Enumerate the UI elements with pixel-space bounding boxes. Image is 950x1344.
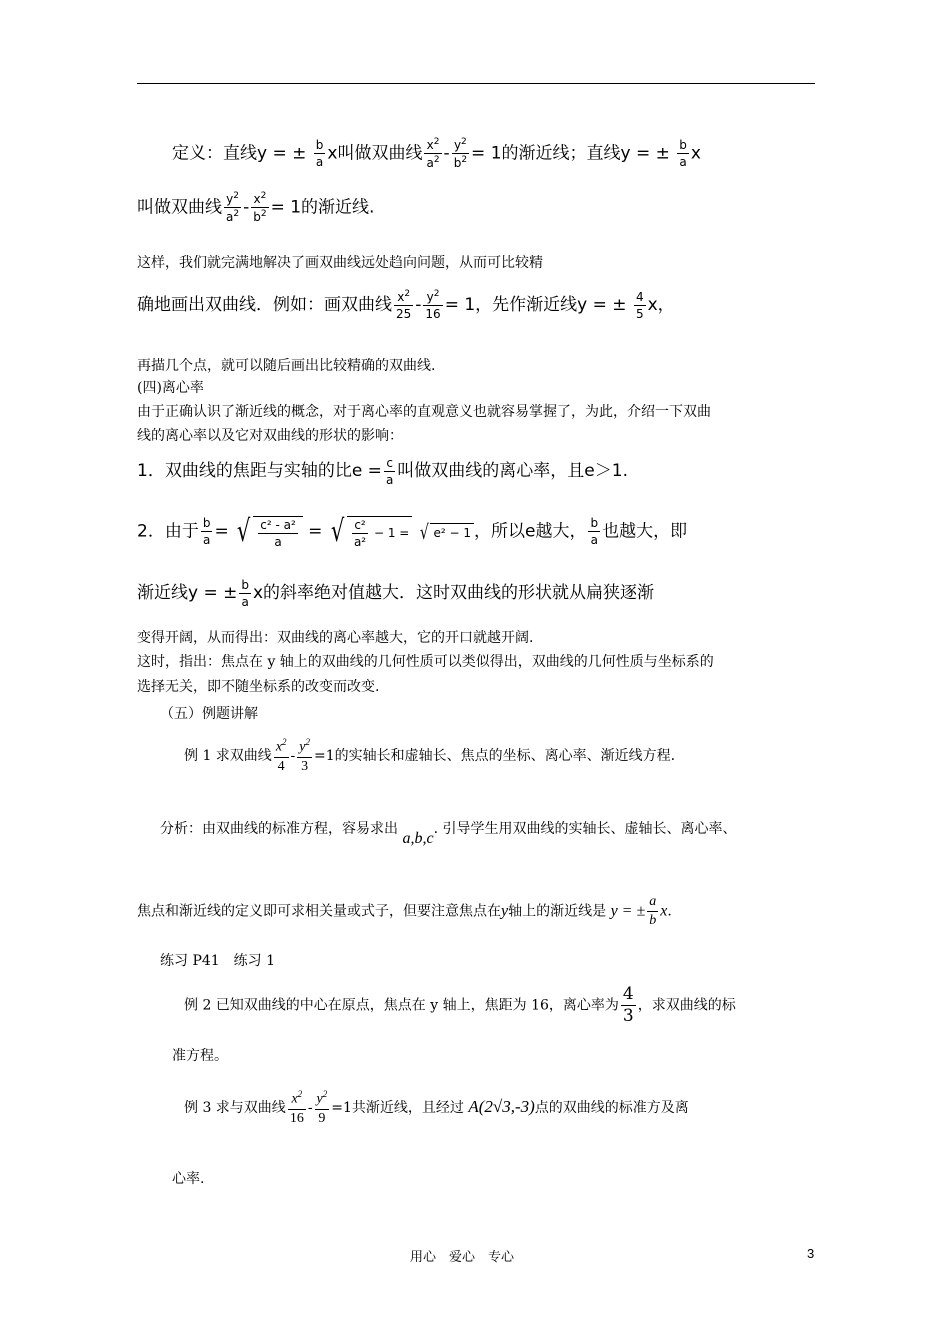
equals: = xyxy=(308,521,323,542)
example-3 xyxy=(184,1090,689,1126)
text: 也越大，即 xyxy=(602,521,688,542)
text: 渐近线y = ± xyxy=(137,583,238,603)
example-3-continued: 心率. xyxy=(172,1171,205,1187)
numerator: c xyxy=(384,457,395,472)
fraction-a-over-b xyxy=(647,895,658,928)
variable-y: y xyxy=(501,902,509,920)
text: 例 3 求与双曲线 xyxy=(184,1099,286,1116)
fraction-b-over-a-2 xyxy=(677,139,689,168)
numerator: b xyxy=(590,516,599,530)
definition-line-1 xyxy=(172,138,701,169)
denominator: 16 xyxy=(425,307,441,321)
denominator: a xyxy=(590,533,598,547)
denominator: 25 xyxy=(396,307,412,321)
minus: - xyxy=(415,295,422,315)
denominator: a xyxy=(679,155,687,169)
text: 共渐近线，且经过 xyxy=(351,1099,464,1116)
text: 叫做双曲线的离心率，且e＞1. xyxy=(397,461,628,481)
minus: - xyxy=(243,197,250,218)
equals-one: =1 xyxy=(331,1099,352,1116)
fraction xyxy=(352,519,368,548)
denominator: 3 xyxy=(301,758,309,774)
equation-lhs: y = ± xyxy=(610,902,646,920)
numerator: a xyxy=(647,895,658,912)
denominator: 5 xyxy=(635,306,644,321)
numerator: c² - a² xyxy=(260,517,296,532)
numerator: y xyxy=(426,290,434,304)
minus: - xyxy=(290,747,296,764)
text: 轴上的渐近线是 xyxy=(508,903,607,920)
text: 1．双曲线的焦距与实轴的比e = xyxy=(137,461,382,481)
numerator: b xyxy=(315,138,324,152)
example-1 xyxy=(184,738,675,774)
header-rule xyxy=(137,83,815,84)
numerator: x xyxy=(397,290,405,304)
denominator: a xyxy=(274,534,282,549)
radicand: e² − 1 xyxy=(430,523,474,540)
sqrt-expression-3: √ e² − 1 xyxy=(418,520,474,544)
text: ，求双曲线的标 xyxy=(637,997,736,1014)
text: = 1，先作渐近线y = ± xyxy=(444,295,627,315)
example-2-continued: 准方程。 xyxy=(172,1048,228,1064)
denominator: a xyxy=(226,210,234,224)
footer-motto: 用心 爱心 专心 xyxy=(410,1250,515,1265)
page-number: 3 xyxy=(807,1246,815,1261)
text: = 1的渐近线；直线y = ± xyxy=(471,143,670,164)
analysis-line-2 xyxy=(137,895,672,928)
text: . xyxy=(667,903,672,920)
text: 分析：由双曲线的标准方程，容易求出 xyxy=(160,821,398,837)
example-2 xyxy=(184,986,736,1025)
denominator: a² xyxy=(353,534,367,549)
paragraph: 选择无关，即不随坐标系的改变而改变. xyxy=(137,679,380,695)
fraction-x2-4: $\frac{x^2}{4}$ xyxy=(275,737,287,774)
text: 定义：直线y = ± xyxy=(172,143,307,164)
sqrt-expression-2: √ $\frac{\text{c²}}{\text{a²}}$ − 1 = xyxy=(328,514,413,549)
point-a: A(2√3,-3) xyxy=(468,1096,535,1116)
text: 点的双曲线的标准方及离 xyxy=(534,1099,689,1116)
text: x叫做双曲线 xyxy=(327,143,423,164)
text: x， xyxy=(647,295,675,315)
numerator: x xyxy=(426,138,434,152)
denominator: b xyxy=(253,210,261,224)
denominator: 16 xyxy=(289,1110,304,1126)
equals-one: =1 xyxy=(313,747,335,764)
paragraph: 由于正确认识了渐近线的概念，对于离心率的直观意义也就容易掌握了，为此，介绍一下双曲 xyxy=(137,404,711,420)
fraction-4-3 xyxy=(621,986,636,1025)
numerator: b xyxy=(241,577,249,592)
fraction-x2-a2: $\frac{x^2}{a^2}$ xyxy=(426,137,440,170)
numerator: y xyxy=(453,138,462,152)
paragraph: 线的离心率以及它对双曲线的形状的影响： xyxy=(137,428,403,444)
numerator: x xyxy=(253,192,261,206)
text: x的斜率绝对值越大．这时双曲线的形状就从扁狭逐渐 xyxy=(252,583,655,603)
fraction-b-over-a xyxy=(201,517,213,546)
text: 例 1 求双曲线 xyxy=(184,747,272,764)
section-heading: (四)离心率 xyxy=(137,380,204,396)
fraction xyxy=(258,519,298,548)
item-1 xyxy=(137,456,628,486)
fraction-y2-a2: $\frac{y^2}{a^2}$ xyxy=(226,191,240,224)
numerator: 4 xyxy=(622,984,634,1004)
item-2 xyxy=(137,514,687,549)
text: 确地画出双曲线．例如：画双曲线 xyxy=(137,295,392,315)
fraction-x2-16: $\frac{x^2}{16}$ xyxy=(289,1089,304,1126)
analysis-line-1 xyxy=(160,818,737,847)
fraction-y2-9: $\frac{y^2}{9}$ xyxy=(316,1089,328,1126)
fraction-y2-16: $\frac{y^2}{16}$ xyxy=(425,289,441,321)
denominator: b xyxy=(649,913,657,928)
denominator: a xyxy=(241,594,249,609)
fraction-x2-25: $\frac{x^2}{25}$ xyxy=(396,289,412,321)
fraction-4-5 xyxy=(634,291,646,320)
denominator: 4 xyxy=(277,758,285,774)
paragraph: 变得开阔，从而得出：双曲线的离心率越大，它的开口就越开阔. xyxy=(137,630,534,646)
denominator: a xyxy=(426,156,434,170)
variable-x: x xyxy=(660,902,668,920)
numerator: b xyxy=(202,516,211,530)
paragraph: 这时，指出：焦点在 y 轴上的双曲线的几何性质可以类似得出，双曲线的几何性质与坐标系的 xyxy=(137,654,714,670)
fraction-b-over-a xyxy=(314,139,326,168)
text: 例 2 已知双曲线的中心在原点，焦点在 y 轴上，焦距为 16，离心率为 xyxy=(184,997,619,1014)
equals: = xyxy=(214,521,229,542)
definition-line-2 xyxy=(137,192,374,223)
fraction-b-over-a xyxy=(239,579,251,608)
numerator: 4 xyxy=(635,289,644,304)
denominator: b xyxy=(453,156,462,170)
numerator: b xyxy=(679,138,687,152)
denominator: a xyxy=(202,533,211,547)
text: . 引导学生用双曲线的实轴长、虚轴长、离心率、 xyxy=(433,821,737,837)
practice-reference: 练习 P41 练习 1 xyxy=(160,953,276,969)
minus: - xyxy=(307,1099,313,1116)
item-2-continued xyxy=(137,578,654,608)
text: 叫做双曲线 xyxy=(137,197,222,218)
sqrt-expression-1: √ $\frac{\text{c² - a²}}{a}$ xyxy=(234,514,303,549)
paragraph: 再描几个点，就可以随后画出比较精确的双曲线. xyxy=(137,358,436,374)
example-asymptote-line xyxy=(137,290,675,320)
denominator: 9 xyxy=(318,1110,326,1126)
text: 焦点和渐近线的定义即可求相关量或式子，但要注意焦点在 xyxy=(137,903,501,920)
numerator: y xyxy=(299,739,306,755)
text: ，所以e越大， xyxy=(474,521,587,542)
text: x xyxy=(690,143,701,164)
text: 的实轴长和虚轴长、焦点的坐标、离心率、渐近线方程. xyxy=(334,747,676,764)
denominator: a xyxy=(385,472,394,487)
minus: - xyxy=(443,143,450,164)
fraction-c-over-a xyxy=(384,457,395,486)
numerator: x xyxy=(291,1091,298,1107)
fraction-y2-b2: $\frac{y^2}{b^2}$ xyxy=(453,137,468,170)
numerator: y xyxy=(316,1091,323,1107)
fraction-b-over-a-2 xyxy=(588,517,600,546)
section-heading: （五）例题讲解 xyxy=(160,706,258,722)
text: = 1的渐近线. xyxy=(270,197,375,218)
numerator: x xyxy=(275,739,283,755)
numerator: c² xyxy=(352,519,368,534)
fraction-y2-3: $\frac{y^2}{3}$ xyxy=(299,737,310,774)
denominator: a xyxy=(315,155,324,169)
fraction-x2-b2: $\frac{x^2}{b^2}$ xyxy=(253,191,267,224)
text: − 1 = xyxy=(373,525,410,540)
variables: a,b,c xyxy=(402,830,434,847)
numerator: y xyxy=(226,192,234,206)
text: 2．由于 xyxy=(137,521,199,542)
denominator: 3 xyxy=(622,1006,634,1026)
paragraph: 这样，我们就完满地解决了画双曲线远处趋向问题，从而可比较精 xyxy=(137,255,543,271)
